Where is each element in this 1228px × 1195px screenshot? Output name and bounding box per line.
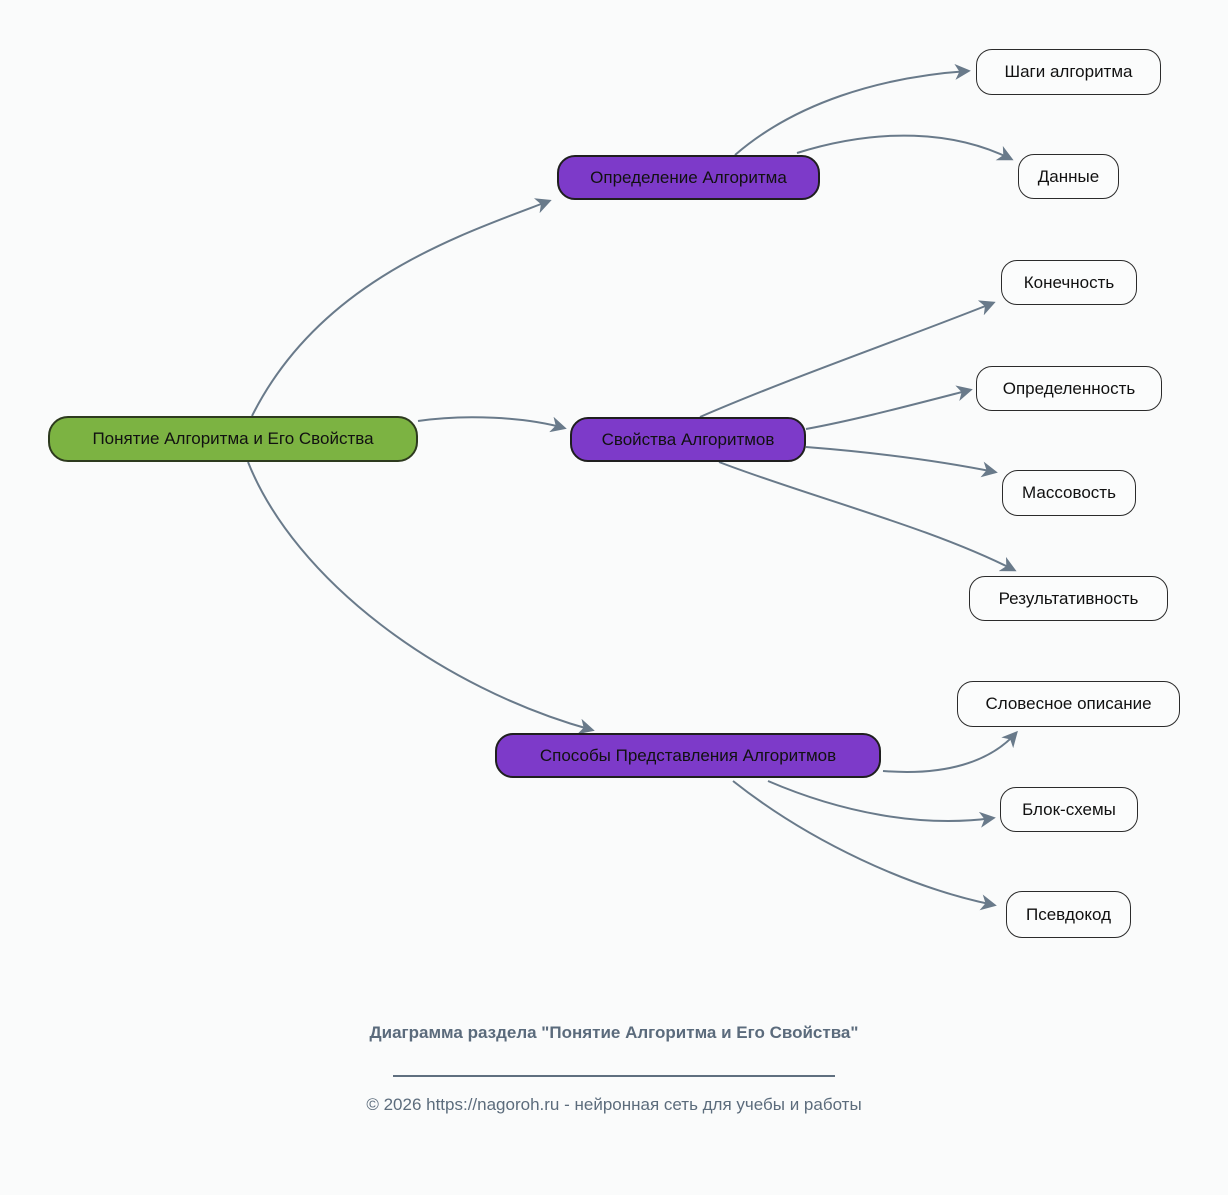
edge-root-to-svoystva: [418, 417, 564, 428]
edge-sposoby-to-slovesnoe: [883, 733, 1016, 772]
branch-node-sposoby-predstavleniya: Способы Представления Алгоритмов: [495, 733, 881, 778]
leaf-node-konechnost: Конечность: [1001, 260, 1137, 305]
diagram-title: Диаграмма раздела "Понятие Алгоритма и Его Свойства": [369, 1023, 859, 1042]
edge-svoystva-to-opredelennost: [806, 390, 970, 429]
leaf-node-dannye: Данные: [1018, 154, 1119, 199]
edge-opredelenie-to-shagi: [735, 71, 968, 155]
edge-svoystva-to-massovost: [806, 447, 995, 472]
edge-svoystva-to-konechnost: [700, 303, 993, 417]
leaf-node-slovesnoe-opisanie: Словесное описание: [957, 681, 1180, 727]
root-node: Понятие Алгоритма и Его Свойства: [48, 416, 418, 462]
edge-opredelenie-to-dannye: [797, 136, 1011, 159]
edge-sposoby-to-blokshemy: [768, 781, 993, 821]
edge-sposoby-to-psevdokod: [733, 781, 994, 905]
edge-root-to-opredelenie: [252, 201, 549, 416]
footer: [0, 1022, 1228, 1115]
edge-root-to-sposoby: [248, 462, 592, 730]
leaf-node-blok-shemy: Блок-схемы: [1000, 787, 1138, 832]
leaf-node-opredelennost: Определенность: [976, 366, 1162, 411]
leaf-node-shagi-algoritma: Шаги алгоритма: [976, 49, 1161, 95]
leaf-node-psevdokod: Псевдокод: [1006, 891, 1131, 938]
edge-svoystva-to-rezultativnost: [719, 462, 1014, 570]
branch-node-svoystva-algoritmov: Свойства Алгоритмов: [570, 417, 806, 462]
leaf-node-rezultativnost: Результативность: [969, 576, 1168, 621]
copyright-text: © 2026 https://nagoroh.ru - нейронная сеть для учебы и работы: [366, 1095, 862, 1114]
leaf-node-massovost: Массовость: [1002, 470, 1136, 516]
footer-divider: [393, 1075, 835, 1077]
branch-node-opredelenie-algoritma: Определение Алгоритма: [557, 155, 820, 200]
